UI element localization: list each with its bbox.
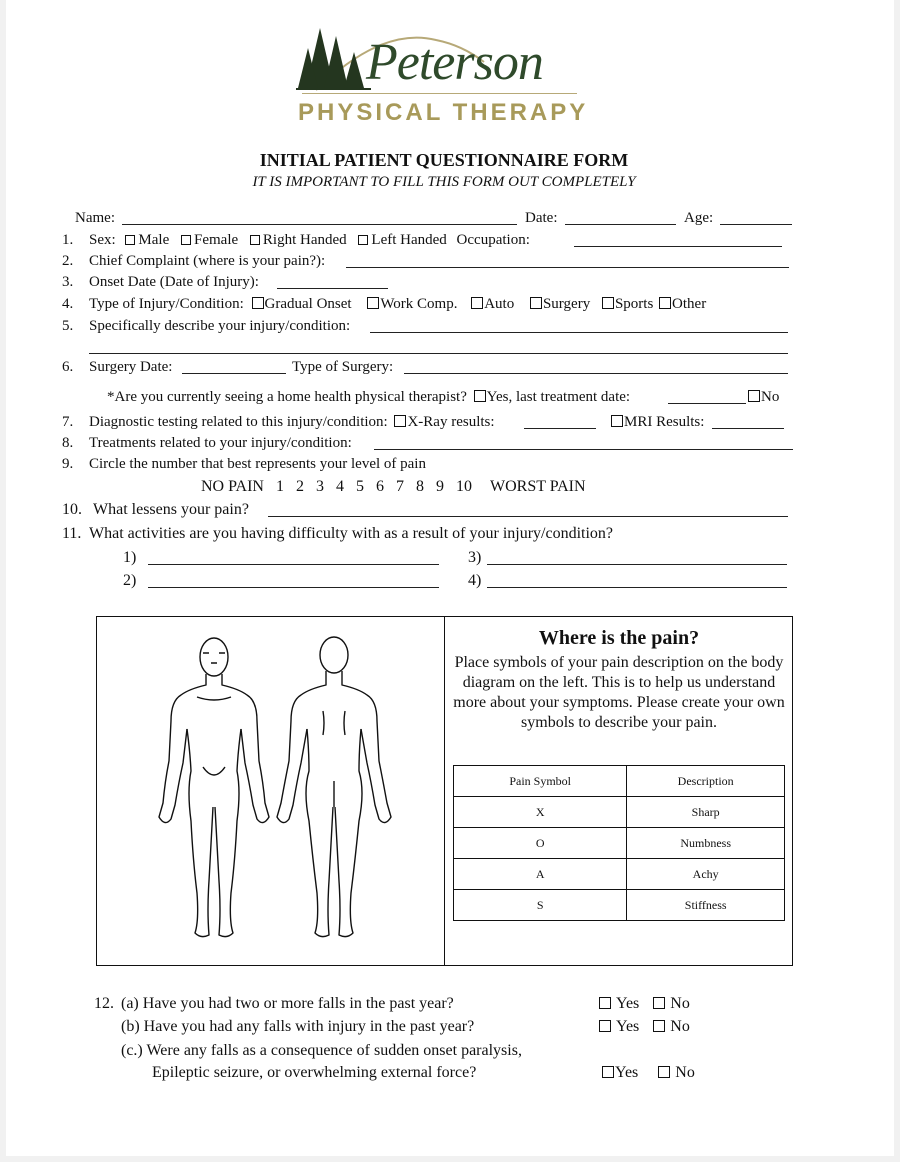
logo-wordmark: Peterson	[366, 34, 543, 91]
q11-number: 11.	[62, 525, 82, 542]
activity-2-field[interactable]	[148, 587, 439, 588]
activity-1-field[interactable]	[148, 564, 439, 565]
symbol-cell: X	[454, 797, 627, 828]
falls-a-no-checkbox[interactable]	[653, 997, 665, 1009]
work-comp-label: Work Comp.	[380, 296, 458, 312]
activity-4-field[interactable]	[487, 587, 787, 588]
right-handed-label: Right Handed	[262, 232, 347, 248]
form-page	[6, 0, 894, 1156]
surgery-type-field[interactable]	[404, 373, 788, 374]
male-label: Male	[138, 232, 170, 248]
falls-question-c-line1: (c.) Were any falls as a consequence of sudden onset paralysis,	[121, 1042, 522, 1059]
pain-symbol-header: Pain Symbol	[454, 766, 627, 797]
back-body-outline	[277, 637, 391, 937]
occupation-field[interactable]	[574, 246, 782, 247]
q1-number: 1.	[62, 232, 74, 248]
female-label: Female	[194, 232, 239, 248]
pain-box-instructions: Place symbols of your pain description on the body diagram on the left. This is to help us understand more about your symptoms. Please create your own symbols to describe your pain.	[453, 654, 785, 731]
q5-number: 5.	[62, 318, 74, 334]
pain-box-title: Where is the pain?	[538, 627, 700, 649]
body-diagram[interactable]	[157, 631, 397, 951]
right-handed-checkbox[interactable]	[250, 235, 260, 245]
form-title: INITIAL PATIENT QUESTIONNAIRE FORM	[259, 150, 629, 170]
home-health-no-label: No	[761, 389, 780, 405]
pain-scale-10[interactable]: 10	[455, 478, 472, 495]
left-handed-checkbox[interactable]	[358, 235, 368, 245]
activity-3-field[interactable]	[487, 564, 787, 565]
table-header-row	[454, 766, 785, 797]
table-row	[454, 797, 785, 828]
auto-label: Auto	[484, 296, 515, 312]
gradual-onset-checkbox[interactable]	[252, 297, 264, 309]
falls-a-yes-checkbox[interactable]	[599, 997, 611, 1009]
sex-label: Sex:	[89, 232, 116, 248]
pain-diagram-box	[96, 616, 793, 966]
falls-b-no-checkbox[interactable]	[653, 1020, 665, 1032]
mri-checkbox[interactable]	[611, 415, 623, 427]
falls-a-no-label: No	[670, 995, 690, 1012]
gradual-onset-label: Gradual Onset	[264, 296, 352, 312]
description-cell: Sharp	[627, 797, 785, 828]
treatments-field[interactable]	[374, 449, 793, 450]
q3-number: 3.	[62, 274, 74, 290]
onset-date-field[interactable]	[277, 288, 388, 289]
pain-scale	[201, 477, 586, 496]
surgery-label: Surgery	[542, 296, 591, 312]
left-handed-label: Left Handed	[371, 232, 447, 248]
sports-label: Sports	[614, 296, 654, 312]
activities-label: What activities are you having difficulty with as a result of your injury/condition?	[89, 525, 614, 542]
table-row	[454, 859, 785, 890]
table-row	[454, 828, 785, 859]
last-treatment-date-field[interactable]	[668, 403, 746, 404]
logo-subtitle: PHYSICAL THERAPY	[298, 99, 589, 126]
activity-1-label: 1)	[123, 549, 137, 566]
male-checkbox[interactable]	[125, 235, 135, 245]
activity-2-label: 2)	[123, 572, 137, 589]
falls-c-yes-checkbox[interactable]	[602, 1066, 614, 1078]
table-row	[454, 890, 785, 921]
diagnostic-testing-label: Diagnostic testing related to this injury/condition:	[89, 414, 388, 430]
lessens-pain-field[interactable]	[268, 516, 788, 517]
falls-question-b: (b) Have you had any falls with injury in the past year?	[121, 1018, 475, 1035]
falls-c-no-checkbox[interactable]	[658, 1066, 670, 1078]
date-field[interactable]	[565, 224, 676, 225]
other-checkbox[interactable]	[659, 297, 671, 309]
date-label: Date:	[525, 210, 558, 226]
q7-row	[89, 413, 495, 431]
surgery-checkbox[interactable]	[530, 297, 542, 309]
pain-scale-9[interactable]: 9	[435, 478, 444, 495]
falls-c-no-label: No	[675, 1064, 695, 1081]
pain-scale-5[interactable]: 5	[355, 478, 364, 495]
home-health-no	[748, 388, 779, 406]
mri-results-field[interactable]	[712, 428, 784, 429]
description-cell: Numbness	[627, 828, 785, 859]
home-health-yes-label: Yes, last treatment date:	[486, 389, 631, 405]
xray-results-field[interactable]	[524, 428, 596, 429]
q10-number: 10.	[62, 501, 82, 518]
home-health-no-checkbox[interactable]	[748, 390, 760, 402]
pain-symbol-table	[453, 765, 785, 921]
q12-number: 12.	[94, 995, 114, 1012]
pain-scale-1[interactable]: 1	[275, 478, 284, 495]
pain-level-label: Circle the number that best represents your level of pain	[89, 456, 426, 472]
symbol-cell: A	[454, 859, 627, 890]
front-body-outline	[159, 638, 269, 937]
chief-complaint-field[interactable]	[346, 267, 789, 268]
pain-scale-8[interactable]: 8	[415, 478, 424, 495]
description-header: Description	[627, 766, 785, 797]
home-health-yes-checkbox[interactable]	[474, 390, 486, 402]
mri-label: MRI Results:	[624, 414, 705, 430]
symbol-cell: S	[454, 890, 627, 921]
xray-checkbox[interactable]	[394, 415, 406, 427]
falls-b-options	[599, 1017, 690, 1036]
name-field[interactable]	[122, 224, 517, 225]
falls-c-yes-label: Yes	[615, 1064, 639, 1081]
pain-scale-2[interactable]: 2	[295, 478, 304, 495]
q8-number: 8.	[62, 435, 74, 451]
name-label: Name:	[75, 210, 115, 226]
onset-date-label: Onset Date (Date of Injury):	[89, 274, 259, 290]
surgery-type-label: Type of Surgery:	[292, 359, 394, 375]
pain-scale-4[interactable]: 4	[335, 478, 344, 495]
describe-injury-field-2[interactable]	[89, 353, 788, 354]
falls-b-yes-checkbox[interactable]	[599, 1020, 611, 1032]
q6-number: 6.	[62, 359, 74, 375]
sports-checkbox[interactable]	[602, 297, 614, 309]
q4-row	[89, 295, 706, 313]
falls-b-no-label: No	[670, 1018, 690, 1035]
chief-complaint-label: Chief Complaint (where is your pain?):	[89, 253, 326, 269]
q7-number: 7.	[62, 414, 74, 430]
injury-type-label: Type of Injury/Condition:	[89, 296, 244, 312]
activity-3-label: 3)	[468, 549, 482, 566]
no-pain-label: NO PAIN	[201, 478, 264, 495]
symbol-cell: O	[454, 828, 627, 859]
work-comp-checkbox[interactable]	[367, 297, 379, 309]
home-health-question: *Are you currently seeing a home health physical therapist?	[107, 389, 467, 405]
treatments-label: Treatments related to your injury/condition:	[89, 435, 352, 451]
falls-a-options	[599, 994, 690, 1013]
lessens-pain-label: What lessens your pain?	[93, 501, 249, 518]
describe-injury-field-1[interactable]	[370, 332, 788, 333]
worst-pain-label: WORST PAIN	[489, 478, 586, 495]
age-label: Age:	[684, 210, 714, 226]
falls-question-c-line2: Epileptic seizure, or overwhelming external force?	[152, 1064, 477, 1081]
falls-b-yes-label: Yes	[616, 1018, 640, 1035]
female-checkbox[interactable]	[181, 235, 191, 245]
q2-number: 2.	[62, 253, 74, 269]
description-cell: Achy	[627, 859, 785, 890]
form-subtitle: IT IS IMPORTANT TO FILL THIS FORM OUT COMPLETELY	[252, 174, 636, 190]
other-label: Other	[672, 296, 707, 312]
occupation-label: Occupation:	[456, 232, 530, 248]
activity-4-label: 4)	[468, 572, 482, 589]
q4-number: 4.	[62, 296, 74, 312]
auto-checkbox[interactable]	[471, 297, 483, 309]
description-cell: Stiffness	[627, 890, 785, 921]
falls-c-options	[602, 1063, 695, 1082]
describe-injury-label: Specifically describe your injury/condition:	[89, 318, 351, 334]
mri-row	[611, 413, 704, 431]
q9-number: 9.	[62, 456, 74, 472]
age-field[interactable]	[720, 224, 792, 225]
xray-label: X-Ray results:	[407, 414, 495, 430]
pain-scale-6[interactable]: 6	[375, 478, 384, 495]
pain-scale-7[interactable]: 7	[395, 478, 404, 495]
falls-question-a: (a) Have you had two or more falls in the past year?	[121, 995, 454, 1012]
surgery-date-field[interactable]	[182, 373, 286, 374]
home-health-row	[107, 388, 630, 406]
falls-a-yes-label: Yes	[616, 995, 640, 1012]
q1-row	[89, 231, 530, 249]
pain-scale-3[interactable]: 3	[315, 478, 324, 495]
surgery-date-label: Surgery Date:	[89, 359, 173, 375]
